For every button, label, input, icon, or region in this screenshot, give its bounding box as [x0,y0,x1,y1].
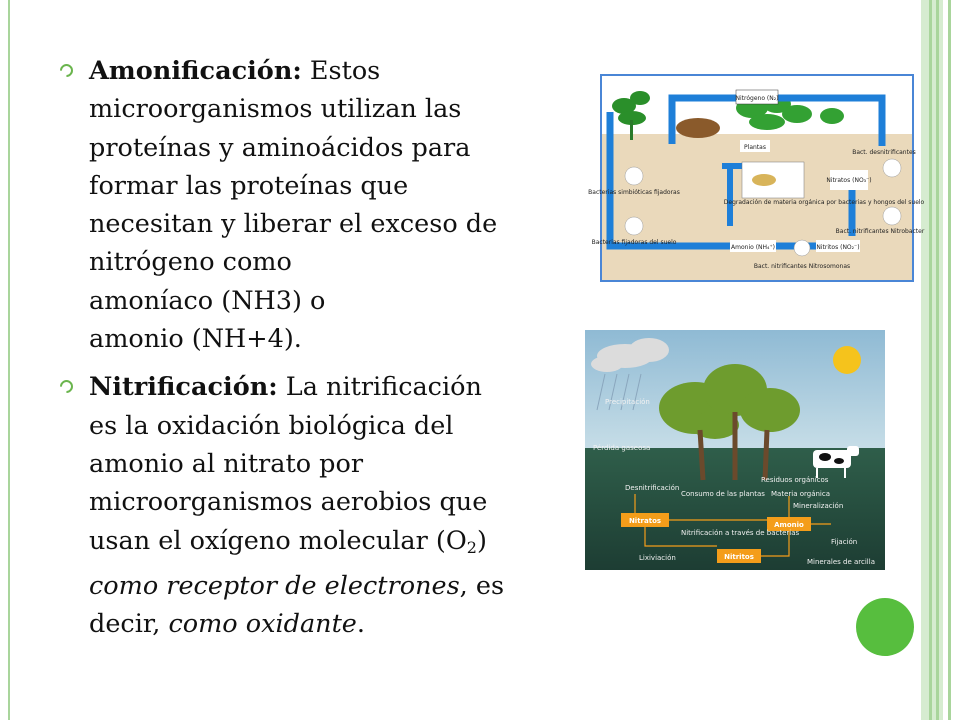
right-decor-line-3 [948,0,951,720]
precipitacion-label: Precipitación [605,398,650,406]
degradation-label-text: Degradación de materia orgánica por bacterias y hongos del suelo [723,199,925,206]
amonio-label: Amonio (NH₄⁺) [731,244,775,251]
right-decor-line-2 [936,0,939,720]
sun-icon [833,346,861,374]
bullet-icon [57,61,75,79]
bullet-text: amoníaco (NH3) o [89,285,326,316]
bullet-text: , es [459,570,505,601]
mineralizacion-label: Mineralización [793,502,844,510]
bullet-text: . [356,609,366,640]
plant-stem [630,120,633,140]
residuos-label: Residuos orgánicos [761,476,829,484]
minerales-label: Minerales de arcilla [807,558,875,566]
materia-organica-label: Materia orgánica [771,490,831,498]
bullet-nitrificacion [60,368,550,643]
bact-left-bottom-label: Bacterias fijadoras del suelo [591,239,677,246]
bact-right-top-label: Bact. desnitrificantes [852,149,916,156]
bullet-text: La nitrificación [277,372,482,403]
left-frame-line [8,0,10,720]
fijacion-label: Fijación [831,538,858,546]
nitratos-label: Nitratos (NO₃⁻) [826,177,872,184]
lixiviacion-label: Lixiviación [639,554,676,562]
bullet-text: usan el oxígeno molecular (O [89,525,467,556]
degradation-label [724,199,925,206]
mushroom-icon [752,174,776,186]
bullet-text: proteínas y aminoácidos para [89,132,471,163]
bullet-text: ) [476,525,487,556]
consumo-label: Consumo de las plantas [681,490,765,498]
bullet-text: amonio al nitrato por [89,448,364,479]
right-decor-stripe [921,0,943,720]
bullet-text: nitrógeno como [89,247,292,278]
nitrogen-soil-illustration [585,330,885,570]
right-decor-line-1 [929,0,932,720]
nitrificacion-label: Nitrificación a través de bacterias [681,529,800,537]
bullet-text: Estos [301,56,381,86]
nitrogen-soil-svg [585,330,885,570]
bullet-text: microorganismos utilizan las [89,94,462,125]
desnitrificacion-label: Desnitrificación [625,484,680,492]
nitratos-label: Nitratos [628,517,662,525]
nitritos-label: Nitritos (NO₂⁻) [816,244,860,251]
groundhog-icon [676,118,720,138]
bullet-icon [57,378,75,396]
bact-bottom-label: Bact. nitrificantes Nitrosomonas [753,263,851,270]
bullet-text: es la oxidación biológica del [89,410,454,441]
bullet-text: decir, [89,609,169,640]
italic-text: como oxidante [168,609,357,640]
bact-right-mid-label: Bact. nitrificantes Nitrobacter [835,228,925,235]
subscript-2: 2 [466,537,477,557]
bullet-text: amonio (NH+4). [89,324,302,355]
nitritos-label: Nitritos [724,553,754,561]
italic-text: como receptor de electrones [89,570,460,601]
n2-label: Nitrógeno (N₂) [735,95,779,102]
plantas-label: Plantas [744,144,766,151]
bullet-text: formar las proteínas que [89,170,409,201]
bullet-text: necesitan y liberar el exceso de [89,209,498,240]
bullet-amonificacion [60,52,550,358]
slide-content [60,52,550,643]
bact-left-top-label: Bacterias simbióticas fijadoras [588,189,680,196]
amonio-label: Amonio [774,521,804,529]
bullet-text: microorganismos aerobios que [89,487,488,518]
term-nitrificacion: Nitrificación: [89,372,278,403]
decorative-green-circle [856,598,914,656]
nitrogen-cycle-diagram [588,74,925,282]
nitrogen-cycle-svg [588,76,925,280]
perdida-gaseosa-label: Pérdida gaseosa [593,444,651,452]
term-amonificacion: Amonificación: [89,56,302,86]
